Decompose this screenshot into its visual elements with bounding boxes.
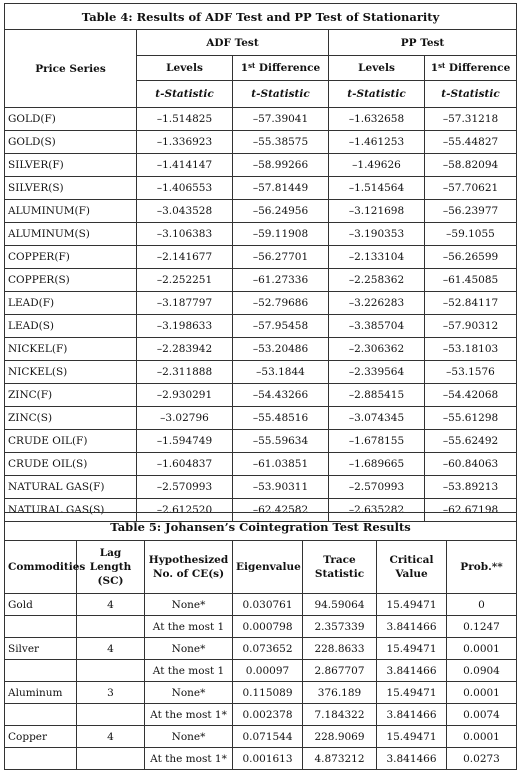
adf-first-difference-cell: –55.38575 xyxy=(233,131,329,154)
table-5-cointegration xyxy=(4,512,517,770)
price-series-cell: COPPER(S) xyxy=(5,269,137,292)
pp-first-difference-cell: –60.84063 xyxy=(425,453,517,476)
hypothesized-cell: At the most 1 xyxy=(145,660,233,682)
critical-value-cell: 3.841466 xyxy=(377,616,447,638)
pp-levels-header: Levels xyxy=(329,56,425,81)
pp-levels-cell: –3.385704 xyxy=(329,315,425,338)
table-row xyxy=(5,200,517,223)
pp-levels-cell: –2.885415 xyxy=(329,384,425,407)
adf-levels-cell: –3.043528 xyxy=(137,200,233,223)
trace-statistic-cell: 2.357339 xyxy=(303,616,377,638)
table-row xyxy=(5,638,517,660)
price-series-cell: CRUDE OIL(F) xyxy=(5,430,137,453)
prob-cell: 0.0074 xyxy=(447,704,517,726)
price-series-cell: ZINC(S) xyxy=(5,407,137,430)
eigenvalue-cell: 0.030761 xyxy=(233,594,303,616)
adf-first-difference-cell: –61.03851 xyxy=(233,453,329,476)
lag-length-cell: 4 xyxy=(77,726,145,748)
adf-first-difference-cell: –52.79686 xyxy=(233,292,329,315)
adf-levels-cell: –2.570993 xyxy=(137,476,233,499)
eigenvalue-cell: 0.071544 xyxy=(233,726,303,748)
adf-first-difference-cell: –55.48516 xyxy=(233,407,329,430)
lag-length-cell xyxy=(77,704,145,726)
table-row xyxy=(5,594,517,616)
prob-cell: 0.1247 xyxy=(447,616,517,638)
table-row xyxy=(5,704,517,726)
trace-statistic-cell: 2.867707 xyxy=(303,660,377,682)
table-row xyxy=(5,315,517,338)
pp-first-difference-cell: –56.23977 xyxy=(425,200,517,223)
adf-levels-cell: –2.141677 xyxy=(137,246,233,269)
table-row xyxy=(5,407,517,430)
critical-value-cell: 3.841466 xyxy=(377,748,447,770)
pp-first-difference-cell: –53.89213 xyxy=(425,476,517,499)
hypothesized-cell: None* xyxy=(145,682,233,704)
pp-first-difference-cell: –62.67198 xyxy=(425,499,517,522)
trace-statistic-cell: 376.189 xyxy=(303,682,377,704)
adf-levels-cell: –3.106383 xyxy=(137,223,233,246)
eigenvalue-cell: 0.001613 xyxy=(233,748,303,770)
pp-first-difference-cell: –59.1055 xyxy=(425,223,517,246)
table-row xyxy=(5,269,517,292)
pp-levels-cell: –2.258362 xyxy=(329,269,425,292)
price-series-cell: COPPER(F) xyxy=(5,246,137,269)
price-series-cell: ZINC(F) xyxy=(5,384,137,407)
pp-levels-cell: –1.461253 xyxy=(329,131,425,154)
t-statistic-header: t-Statistic xyxy=(233,81,329,108)
prob-cell: 0.0273 xyxy=(447,748,517,770)
price-series-cell: ALUMINUM(S) xyxy=(5,223,137,246)
price-series-cell: NICKEL(F) xyxy=(5,338,137,361)
pp-levels-cell: –2.133104 xyxy=(329,246,425,269)
adf-first-difference-cell: –53.90311 xyxy=(233,476,329,499)
prob-cell: 0 xyxy=(447,594,517,616)
pp-first-difference-cell: –56.26599 xyxy=(425,246,517,269)
adf-levels-cell: –3.02796 xyxy=(137,407,233,430)
eigenvalue-cell: 0.115089 xyxy=(233,682,303,704)
table-row xyxy=(5,246,517,269)
hypothesized-header: Hypothesized No. of CE(s) xyxy=(145,541,233,594)
lag-length-cell: 3 xyxy=(77,682,145,704)
adf-first-difference-cell: –55.59634 xyxy=(233,430,329,453)
t-statistic-header: t-Statistic xyxy=(329,81,425,108)
table-row xyxy=(5,338,517,361)
table-row xyxy=(5,177,517,200)
adf-first-difference-cell: –57.81449 xyxy=(233,177,329,200)
pp-first-difference-cell: –55.62492 xyxy=(425,430,517,453)
pp-levels-cell: –2.570993 xyxy=(329,476,425,499)
table-4-caption: Table 4: Results of ADF Test and PP Test of Stationarity xyxy=(5,4,517,30)
prob-cell: 0.0001 xyxy=(447,682,517,704)
commodity-cell xyxy=(5,704,77,726)
adf-levels-cell: –1.414147 xyxy=(137,154,233,177)
pp-levels-cell: –2.635282 xyxy=(329,499,425,522)
price-series-cell: CRUDE OIL(S) xyxy=(5,453,137,476)
adf-first-difference-cell: –62.42582 xyxy=(233,499,329,522)
adf-first-difference-header: 1st Difference xyxy=(233,56,329,81)
adf-levels-cell: –2.311888 xyxy=(137,361,233,384)
hypothesized-cell: At the most 1* xyxy=(145,748,233,770)
eigenvalue-cell: 0.000798 xyxy=(233,616,303,638)
pp-levels-cell: –3.074345 xyxy=(329,407,425,430)
table-5-caption: Table 5: Johansen’s Cointegration Test Results xyxy=(5,513,517,541)
price-series-cell: GOLD(F) xyxy=(5,108,137,131)
table-row xyxy=(5,361,517,384)
commodity-cell: Aluminum xyxy=(5,682,77,704)
prob-cell: 0.0001 xyxy=(447,726,517,748)
trace-statistic-cell: 228.8633 xyxy=(303,638,377,660)
table-row xyxy=(5,682,517,704)
table-row xyxy=(5,430,517,453)
commodity-cell: Silver xyxy=(5,638,77,660)
pp-levels-cell: –1.678155 xyxy=(329,430,425,453)
pp-first-difference-cell: –53.18103 xyxy=(425,338,517,361)
pp-first-difference-cell: –54.42068 xyxy=(425,384,517,407)
price-series-cell: NATURAL GAS(S) xyxy=(5,499,137,522)
adf-levels-cell: –1.514825 xyxy=(137,108,233,131)
critical-value-cell: 15.49471 xyxy=(377,726,447,748)
table-row xyxy=(5,223,517,246)
eigenvalue-cell: 0.073652 xyxy=(233,638,303,660)
pp-first-difference-cell: –61.45085 xyxy=(425,269,517,292)
adf-first-difference-cell: –61.27336 xyxy=(233,269,329,292)
lag-length-header: Lag Length (SC) xyxy=(77,541,145,594)
t-statistic-header: t-Statistic xyxy=(425,81,517,108)
critical-value-header: Critical Value xyxy=(377,541,447,594)
t-statistic-header: t-Statistic xyxy=(137,81,233,108)
prob-cell: 0.0904 xyxy=(447,660,517,682)
eigenvalue-cell: 0.00097 xyxy=(233,660,303,682)
adf-levels-cell: –3.187797 xyxy=(137,292,233,315)
lag-length-cell xyxy=(77,616,145,638)
price-series-cell: SILVER(F) xyxy=(5,154,137,177)
critical-value-cell: 3.841466 xyxy=(377,660,447,682)
table-row xyxy=(5,108,517,131)
table-4-stationarity xyxy=(4,3,517,522)
adf-levels-header: Levels xyxy=(137,56,233,81)
adf-first-difference-cell: –53.1844 xyxy=(233,361,329,384)
price-series-cell: NATURAL GAS(F) xyxy=(5,476,137,499)
pp-first-difference-cell: –57.31218 xyxy=(425,108,517,131)
critical-value-cell: 15.49471 xyxy=(377,594,447,616)
pp-first-difference-header: 1st Difference xyxy=(425,56,517,81)
adf-levels-cell: –3.198633 xyxy=(137,315,233,338)
table-row xyxy=(5,131,517,154)
pp-levels-cell: –2.339564 xyxy=(329,361,425,384)
trace-statistic-cell: 228.9069 xyxy=(303,726,377,748)
eigenvalue-header: Eigenvalue xyxy=(233,541,303,594)
table-row xyxy=(5,476,517,499)
price-series-cell: SILVER(S) xyxy=(5,177,137,200)
price-series-cell: GOLD(S) xyxy=(5,131,137,154)
table-row xyxy=(5,660,517,682)
table-row xyxy=(5,616,517,638)
pp-levels-cell: –1.49626 xyxy=(329,154,425,177)
adf-first-difference-cell: –57.95458 xyxy=(233,315,329,338)
hypothesized-cell: At the most 1 xyxy=(145,616,233,638)
commodity-cell xyxy=(5,748,77,770)
adf-levels-cell: –2.930291 xyxy=(137,384,233,407)
pp-levels-cell: –1.514564 xyxy=(329,177,425,200)
commodity-cell: Copper xyxy=(5,726,77,748)
pp-first-difference-cell: –57.70621 xyxy=(425,177,517,200)
trace-statistic-cell: 4.873212 xyxy=(303,748,377,770)
pp-first-difference-cell: –52.84117 xyxy=(425,292,517,315)
adf-first-difference-cell: –58.99266 xyxy=(233,154,329,177)
critical-value-cell: 15.49471 xyxy=(377,638,447,660)
lag-length-cell xyxy=(77,748,145,770)
pp-test-header: PP Test xyxy=(329,30,517,56)
hypothesized-cell: None* xyxy=(145,726,233,748)
pp-first-difference-cell: –53.1576 xyxy=(425,361,517,384)
pp-first-difference-cell: –55.44827 xyxy=(425,131,517,154)
lag-length-cell xyxy=(77,660,145,682)
pp-levels-cell: –2.306362 xyxy=(329,338,425,361)
price-series-cell: LEAD(F) xyxy=(5,292,137,315)
pp-levels-cell: –3.226283 xyxy=(329,292,425,315)
adf-first-difference-cell: –57.39041 xyxy=(233,108,329,131)
price-series-header: Price Series xyxy=(5,30,137,108)
adf-levels-cell: –2.283942 xyxy=(137,338,233,361)
lag-length-cell: 4 xyxy=(77,594,145,616)
adf-first-difference-cell: –56.24956 xyxy=(233,200,329,223)
pp-first-difference-cell: –58.82094 xyxy=(425,154,517,177)
pp-levels-cell: –1.689665 xyxy=(329,453,425,476)
price-series-cell: LEAD(S) xyxy=(5,315,137,338)
adf-first-difference-cell: –54.43266 xyxy=(233,384,329,407)
adf-levels-cell: –2.252251 xyxy=(137,269,233,292)
adf-levels-cell: –1.594749 xyxy=(137,430,233,453)
adf-levels-cell: –2.612520 xyxy=(137,499,233,522)
commodity-cell xyxy=(5,660,77,682)
table-row xyxy=(5,154,517,177)
lag-length-cell: 4 xyxy=(77,638,145,660)
commodity-cell xyxy=(5,616,77,638)
critical-value-cell: 15.49471 xyxy=(377,682,447,704)
table-row xyxy=(5,384,517,407)
adf-levels-cell: –1.336923 xyxy=(137,131,233,154)
pp-first-difference-cell: –55.61298 xyxy=(425,407,517,430)
trace-statistic-header: Trace Statistic xyxy=(303,541,377,594)
adf-levels-cell: –1.604837 xyxy=(137,453,233,476)
hypothesized-cell: At the most 1* xyxy=(145,704,233,726)
prob-header: Prob.** xyxy=(447,541,517,594)
eigenvalue-cell: 0.002378 xyxy=(233,704,303,726)
price-series-cell: NICKEL(S) xyxy=(5,361,137,384)
price-series-cell: ALUMINUM(F) xyxy=(5,200,137,223)
trace-statistic-cell: 94.59064 xyxy=(303,594,377,616)
pp-levels-cell: –3.190353 xyxy=(329,223,425,246)
critical-value-cell: 3.841466 xyxy=(377,704,447,726)
pp-levels-cell: –3.121698 xyxy=(329,200,425,223)
adf-levels-cell: –1.406553 xyxy=(137,177,233,200)
commodities-header: Commodities xyxy=(5,541,77,594)
adf-first-difference-cell: –53.20486 xyxy=(233,338,329,361)
hypothesized-cell: None* xyxy=(145,594,233,616)
prob-cell: 0.0001 xyxy=(447,638,517,660)
adf-test-header: ADF Test xyxy=(137,30,329,56)
adf-first-difference-cell: –59.11908 xyxy=(233,223,329,246)
table-row xyxy=(5,748,517,770)
table-row xyxy=(5,292,517,315)
table-row xyxy=(5,726,517,748)
commodity-cell: Gold xyxy=(5,594,77,616)
hypothesized-cell: None* xyxy=(145,638,233,660)
pp-levels-cell: –1.632658 xyxy=(329,108,425,131)
pp-first-difference-cell: –57.90312 xyxy=(425,315,517,338)
adf-first-difference-cell: –56.27701 xyxy=(233,246,329,269)
table-row xyxy=(5,453,517,476)
trace-statistic-cell: 7.184322 xyxy=(303,704,377,726)
